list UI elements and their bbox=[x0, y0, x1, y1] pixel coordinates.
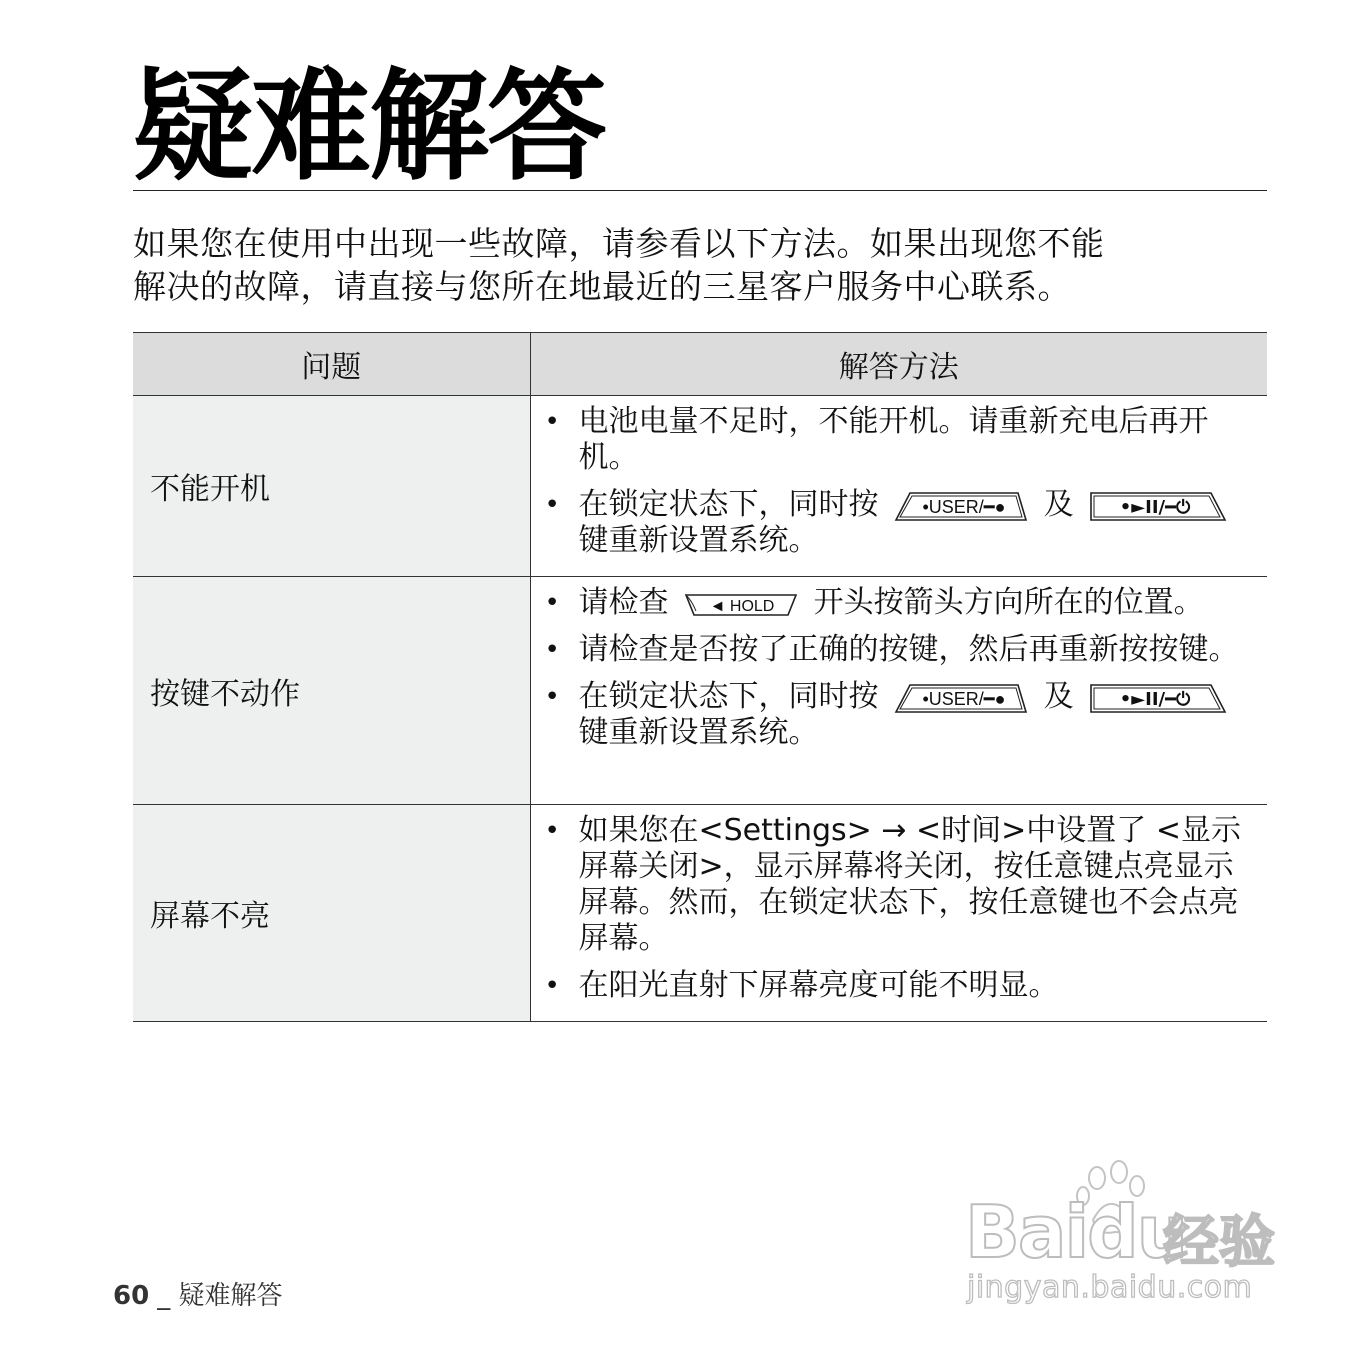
baidu-jingyan-watermark bbox=[965, 1160, 1285, 1310]
bullet: • bbox=[544, 816, 560, 846]
intro-paragraph bbox=[133, 222, 1273, 308]
page-number: 60 bbox=[113, 1281, 150, 1311]
header-problem: 问题 bbox=[133, 333, 530, 396]
user-key-icon bbox=[894, 683, 1028, 713]
footer-section-label: _ 疑难解答 bbox=[157, 1281, 283, 1311]
answer-list bbox=[543, 404, 1254, 559]
answer-item bbox=[543, 968, 1254, 1004]
answer-text: 请检查是否按了正确的按键，然后再重新按按键。 bbox=[578, 632, 1239, 667]
troubleshooting-table bbox=[133, 332, 1267, 1022]
answer-item bbox=[543, 679, 1254, 751]
play-power-key-icon bbox=[1089, 491, 1227, 521]
answer-text-after: 开头按箭头方向所在的位置。 bbox=[813, 585, 1204, 620]
bullet: • bbox=[544, 635, 560, 665]
watermark-brand-b: du bbox=[1087, 1190, 1186, 1274]
user-key-label: •USER/━● bbox=[922, 688, 1006, 709]
table-row bbox=[133, 577, 1267, 805]
answer-list bbox=[543, 585, 1254, 751]
bullet: • bbox=[544, 407, 560, 437]
bullet: • bbox=[544, 682, 560, 712]
answer-text: 如果您在<Settings> → <时间>中设置了 <显示屏幕关闭>，显示屏幕将关闭，按任意键点亮显示屏幕。然而，在锁定状态下，按任意键也不会点亮屏幕。 bbox=[578, 813, 1241, 956]
answer-item bbox=[543, 487, 1254, 559]
answer-item bbox=[543, 404, 1254, 476]
answer-item bbox=[543, 632, 1254, 668]
hold-switch-icon bbox=[684, 591, 798, 617]
answer-item bbox=[543, 813, 1254, 957]
solution-cell bbox=[530, 805, 1267, 1022]
answer-text-before: 在锁定状态下，同时按 bbox=[578, 487, 879, 522]
user-key-icon bbox=[894, 491, 1028, 521]
bullet: • bbox=[544, 971, 560, 1001]
user-key-label: •USER/━● bbox=[922, 496, 1006, 517]
problem-cell: 按键不动作 bbox=[133, 577, 530, 805]
hold-key-label: ◄ HOLD bbox=[709, 597, 775, 615]
answer-text-mid: 及 bbox=[1043, 679, 1074, 714]
answer-list bbox=[543, 813, 1254, 1004]
page-footer bbox=[113, 1275, 282, 1312]
problem-cell: 屏幕不亮 bbox=[133, 805, 530, 1022]
watermark-brand-a: Bai bbox=[965, 1190, 1088, 1274]
bullet: • bbox=[544, 490, 560, 520]
table-header-row bbox=[133, 333, 1267, 396]
answer-text-mid: 及 bbox=[1043, 487, 1074, 522]
problem-cell: 不能开机 bbox=[133, 396, 530, 577]
intro-line-1: 如果您在使用中出现一些故障，请参看以下方法。如果出现您不能 bbox=[133, 224, 1105, 263]
answer-text-before: 在锁定状态下，同时按 bbox=[578, 679, 879, 714]
answer-text: 电池电量不足时，不能开机。请重新充电后再开机。 bbox=[578, 404, 1209, 475]
answer-text-after: 键重新设置系统。 bbox=[578, 523, 819, 558]
answer-text-after: 键重新设置系统。 bbox=[578, 715, 819, 750]
table-row bbox=[133, 805, 1267, 1022]
table-row bbox=[133, 396, 1267, 577]
solution-cell bbox=[530, 396, 1267, 577]
header-solution: 解答方法 bbox=[530, 333, 1267, 396]
solution-cell bbox=[530, 577, 1267, 805]
watermark-brand bbox=[965, 1190, 1186, 1274]
page-title: 疑难解答 bbox=[133, 58, 605, 197]
play-power-key-icon bbox=[1089, 683, 1227, 713]
play-key-label: •►II/━⏻ bbox=[1119, 496, 1191, 518]
answer-text: 在阳光直射下屏幕亮度可能不明显。 bbox=[578, 968, 1059, 1003]
watermark-cn: 经验 bbox=[1163, 1210, 1275, 1275]
play-key-label: •►II/━⏻ bbox=[1119, 688, 1191, 710]
title-divider bbox=[133, 190, 1267, 191]
bullet: • bbox=[544, 588, 560, 618]
answer-text-before: 请检查 bbox=[578, 585, 669, 620]
answer-item bbox=[543, 585, 1254, 621]
watermark-url: jingyan.baidu.com bbox=[967, 1270, 1253, 1305]
intro-line-2: 解决的故障，请直接与您所在地最近的三星客户服务中心联系。 bbox=[133, 267, 1071, 306]
